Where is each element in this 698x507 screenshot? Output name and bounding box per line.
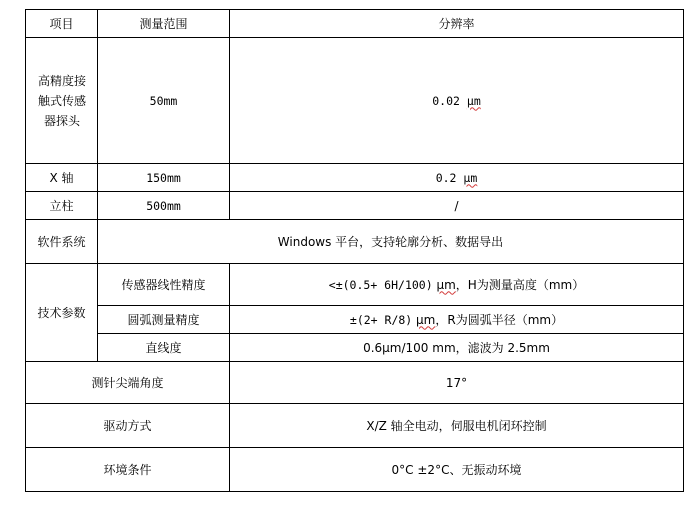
probe-resolution [230,38,684,164]
probe-label-line: 高精度接 [37,73,86,88]
x-axis-res-unit: μm [463,170,478,185]
sensor-linearity-prefix: <±(0.5+ 6H/100) [328,277,433,292]
arc-accuracy-suffix: ，R为圆弧半径（mm） [435,312,564,327]
software-row [26,220,684,264]
drive-value: X/Z 轴全电动，伺服电机闭环控制 [230,404,684,448]
probe-range: 50mm [98,38,230,164]
header-item: 项目 [26,10,98,38]
probe-res-value: 0.02 [432,93,460,108]
arc-accuracy-row [26,306,684,334]
column-range: 500mm [98,192,230,220]
x-axis-row [26,164,684,192]
software-label: 软件系统 [26,220,98,264]
tip-angle-row [26,362,684,404]
arc-accuracy-label: 圆弧测量精度 [98,306,230,334]
spec-table [25,9,684,492]
arc-accuracy-unit: μm [416,312,436,327]
x-axis-res-value: 0.2 [435,170,457,185]
straightness-row [26,334,684,362]
software-value: Windows 平台，支持轮廓分析、数据导出 [98,220,684,264]
probe-label-line: 器探头 [43,113,80,128]
probe-label-line: 触式传感 [37,93,86,108]
sensor-linearity-suffix: ，H为测量高度（mm） [455,277,585,292]
header-resolution: 分辨率 [230,10,684,38]
x-axis-label: X 轴 [26,164,98,192]
tip-angle-label: 测针尖端角度 [26,362,230,404]
sensor-linearity-value [230,264,684,306]
environment-row [26,448,684,492]
header-row [26,10,684,38]
environment-label: 环境条件 [26,448,230,492]
column-label: 立柱 [26,192,98,220]
sensor-linearity-unit: μm [436,277,456,292]
arc-accuracy-prefix: ±(2+ R/8) [349,312,413,327]
x-axis-range: 150mm [98,164,230,192]
arc-accuracy-value [230,306,684,334]
environment-value: 0°C ±2°C、无振动环境 [230,448,684,492]
tech-label: 技术参数 [26,264,98,362]
probe-row [26,38,684,164]
straightness-label: 直线度 [98,334,230,362]
tip-angle-value: 17° [230,362,684,404]
drive-label: 驱动方式 [26,404,230,448]
column-row [26,192,684,220]
column-resolution: / [230,192,684,220]
sensor-linearity-label: 传感器线性精度 [98,264,230,306]
drive-row [26,404,684,448]
probe-label [26,38,98,164]
straightness-value: 0.6μm/100 mm，滤波为 2.5mm [230,334,684,362]
x-axis-resolution [230,164,684,192]
probe-res-unit: μm [466,93,481,108]
header-range: 测量范围 [98,10,230,38]
sensor-linearity-row [26,264,684,306]
